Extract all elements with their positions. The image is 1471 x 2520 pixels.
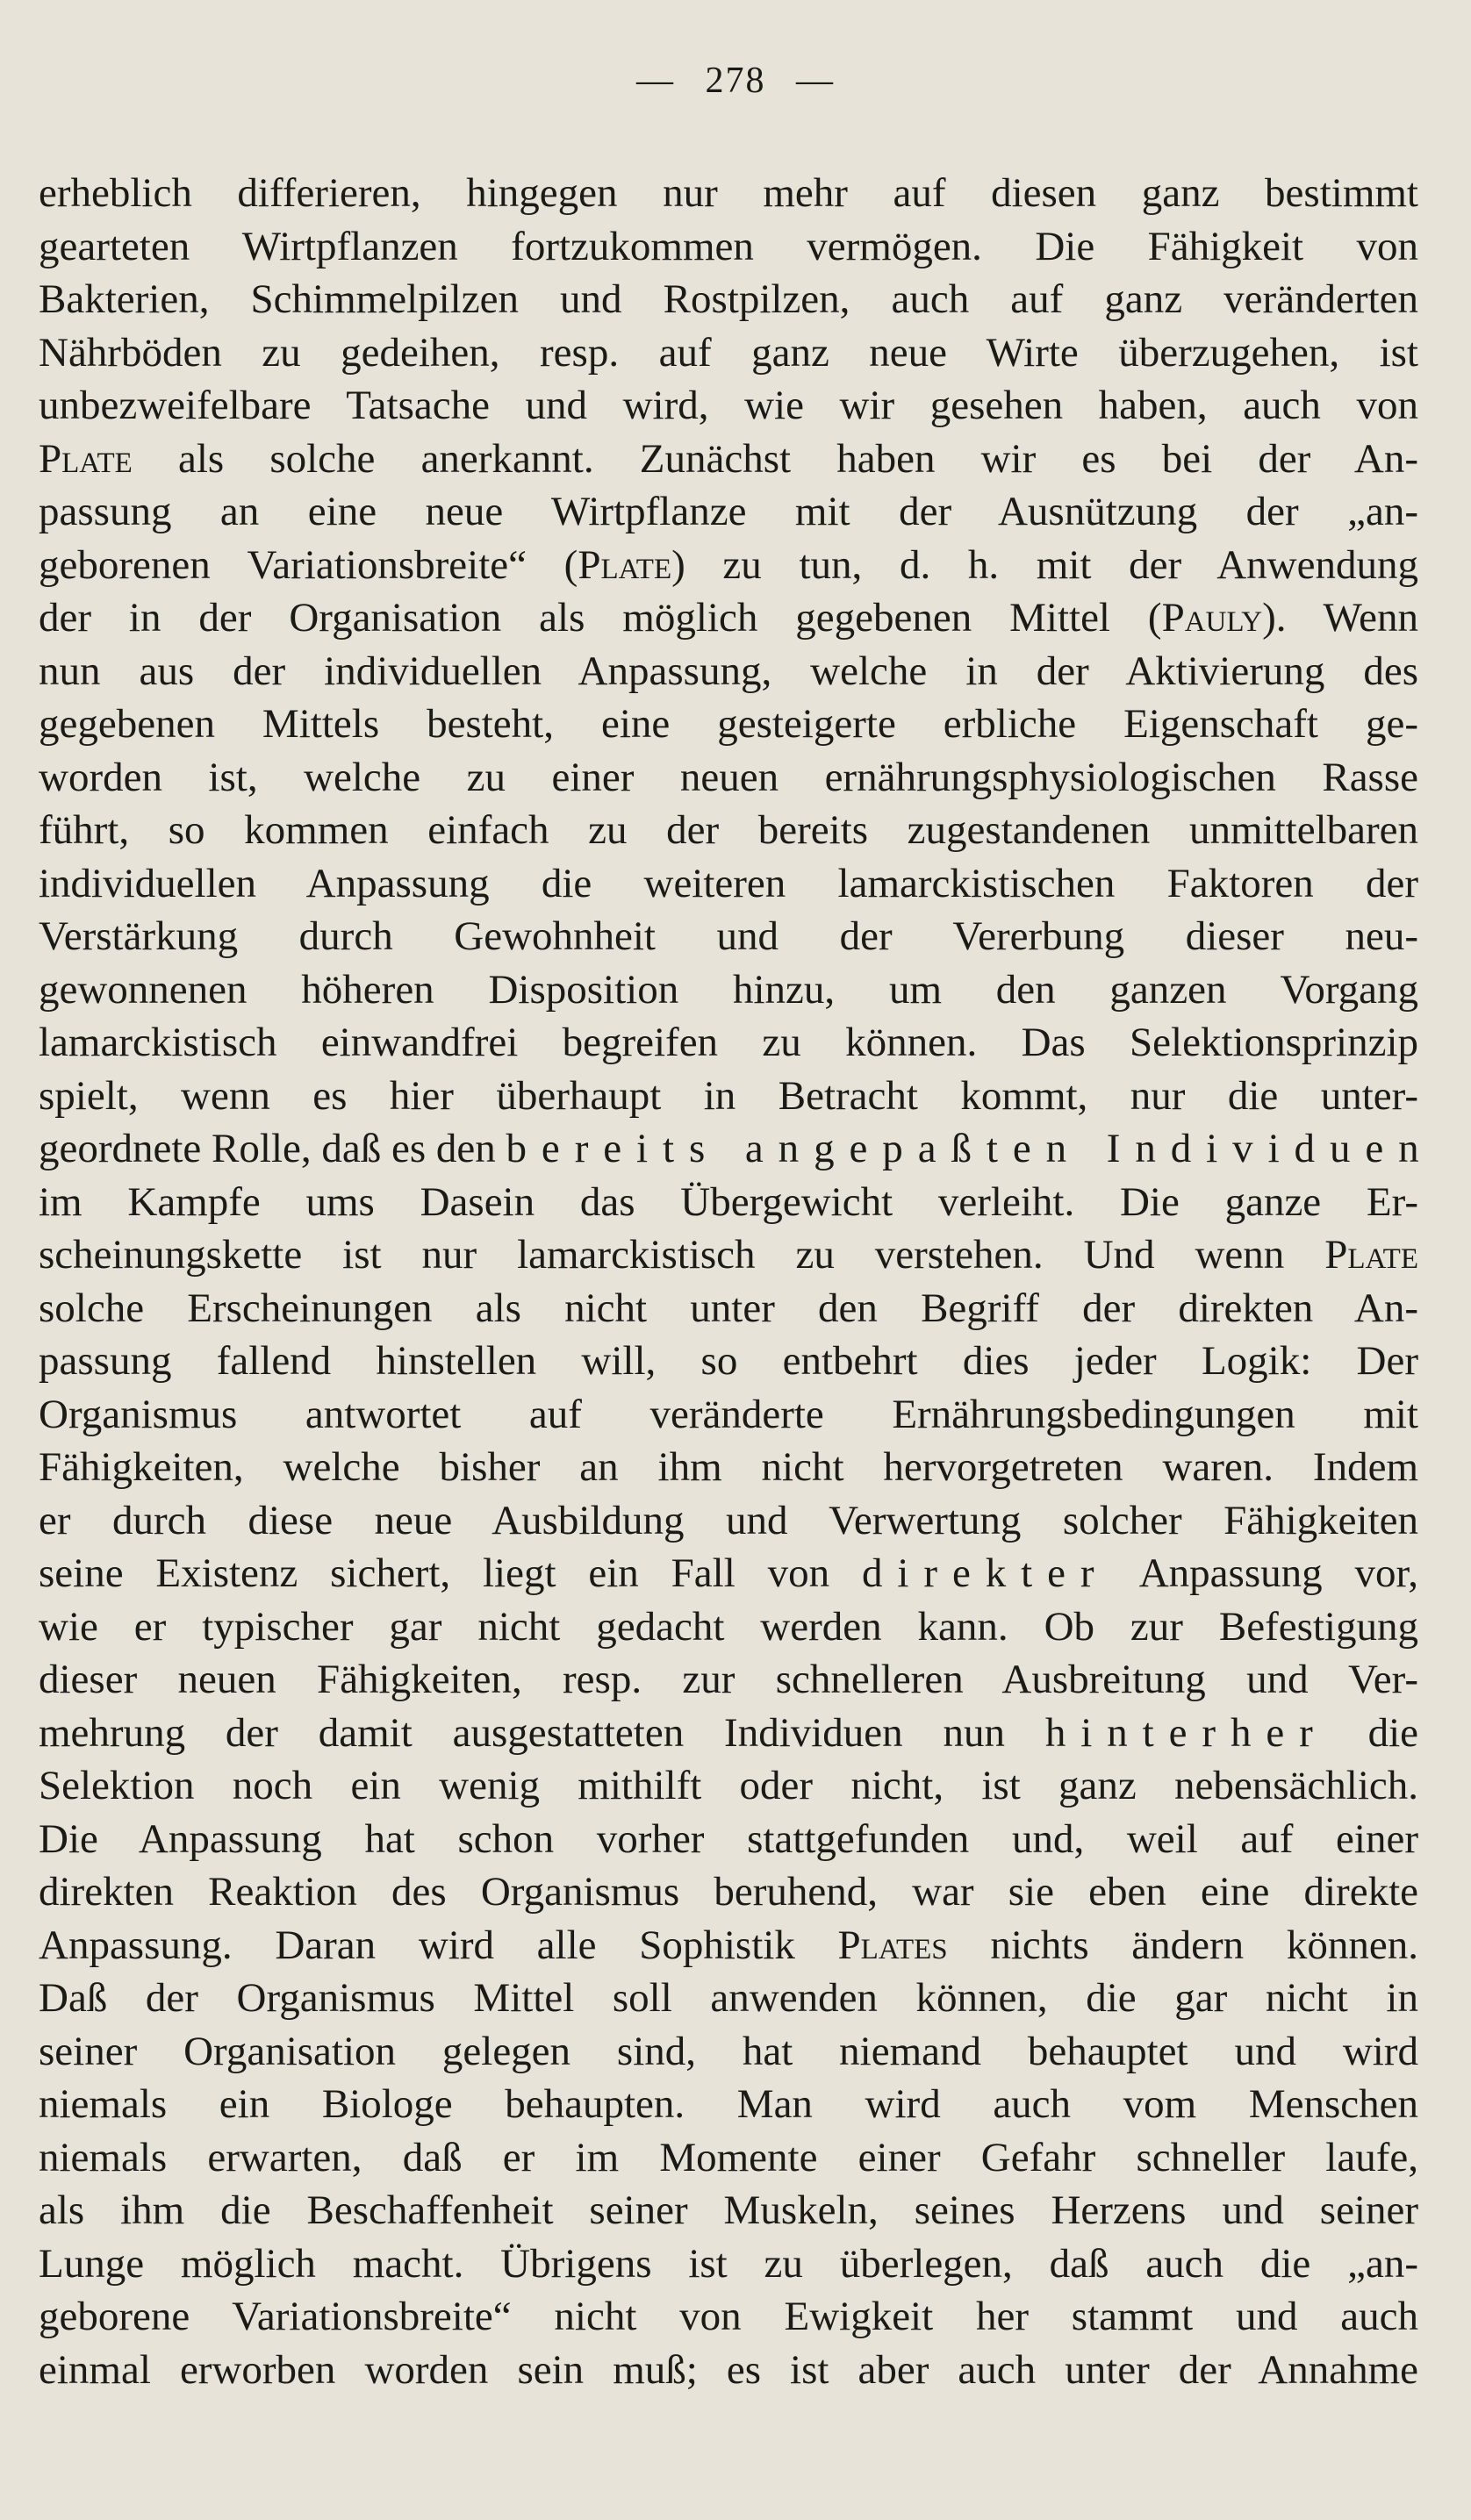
text-line: solche Erscheinungen als nicht unter den Begriff der direkten An-	[39, 1285, 1418, 1331]
text-segment: mehrung der damit ausgestatteten Individuen nun	[39, 1709, 1045, 1756]
text-line: niemals ein Biologe behaupten. Man wird auch vom Menschen	[39, 2081, 1418, 2127]
text-segment: seine Existenz sichert, liegt ein Fall von	[39, 1550, 862, 1596]
text-segment: nichts ändern können.	[947, 1922, 1418, 1968]
page-number-dash-right: —	[796, 61, 835, 101]
emphasis-spaced-text: bereits angepaßten Individuen	[506, 1126, 1434, 1171]
text-line: geborene Variationsbreite“ nicht von Ewigkeit her stammt und auch	[39, 2294, 1418, 2339]
text-line: nun aus der individuellen Anpassung, welche in der Aktivierung des	[39, 648, 1418, 694]
text-line: Verstärkung durch Gewohnheit und der Vererbung dieser neu-	[39, 913, 1418, 959]
text-line: individuellen Anpassung die weiteren lamarckistischen Faktoren der	[39, 860, 1418, 906]
text-segment: Anpassung vor,	[1109, 1550, 1418, 1596]
text-line: Selektion noch ein wenig mithilft oder nicht, ist ganz nebensächlich.	[39, 1763, 1418, 1808]
text-line	[39, 1547, 1418, 1600]
body-text	[39, 167, 1434, 2396]
text-line: wie er typischer gar nicht gedacht werden kann. Ob zur Befestigung	[39, 1603, 1418, 1650]
text-line: gewonnenen höheren Disposition hinzu, um den ganzen Vorgang	[39, 966, 1418, 1013]
text-line	[39, 433, 1418, 486]
text-segment: Anpassung. Daran wird alle Sophistik	[39, 1922, 838, 1968]
text-line	[39, 591, 1418, 645]
text-line: gegebenen Mittels besteht, eine gesteigerte erbliche Eigenschaft ge-	[39, 701, 1418, 747]
emphasis-spaced-text: direkter	[861, 1550, 1109, 1596]
text-line	[39, 1122, 1434, 1176]
text-line: unbezweifelbare Tatsache und wird, wie wir gesehen haben, auch von	[39, 383, 1418, 428]
text-line: führt, so kommen einfach zu der bereits zugestandenen unmittelbaren	[39, 807, 1418, 853]
text-segment: als solche anerkannt. Zunächst haben wir es bei der An-	[132, 435, 1418, 482]
author-name-small-caps: Plate	[1324, 1232, 1418, 1278]
author-name-small-caps: Plates	[837, 1922, 948, 1968]
text-segment: der in der Organisation als möglich gegebenen Mittel (	[39, 595, 1162, 641]
text-line: Bakterien, Schimmelpilzen und Rostpilzen, auch auf ganz veränderten	[39, 276, 1418, 322]
text-line: Fähigkeiten, welche bisher an ihm nicht hervorgetreten waren. Indem	[39, 1444, 1418, 1490]
text-line	[39, 539, 1418, 592]
text-segment: geborenen Variationsbreite“ (	[39, 541, 578, 588]
text-line: Organismus antwortet auf veränderte Ernährungsbedingungen mit	[39, 1391, 1418, 1437]
author-name-small-caps: Plate	[578, 541, 672, 588]
text-line: einmal erworben worden sein muß; es ist aber auch unter der Annahme	[39, 2346, 1418, 2393]
text-line: als ihm die Beschaffenheit seiner Muskeln, seines Herzens und seiner	[39, 2187, 1418, 2233]
author-name-small-caps: Pauly	[1161, 595, 1263, 641]
text-line: worden ist, welche zu einer neuen ernährungsphysiologischen Rasse	[39, 754, 1418, 800]
text-segment: ) zu tun, d. h. mit der Anwendung	[671, 541, 1418, 588]
text-line: Die Anpassung hat schon vorher stattgefunden und, weil auf einer	[39, 1815, 1418, 1862]
text-line: passung fallend hinstellen will, so entbehrt dies jeder Logik: Der	[39, 1338, 1418, 1384]
text-line: Lunge möglich macht. Übrigens ist zu überlegen, daß auch die „an-	[39, 2240, 1418, 2287]
text-line: im Kampfe ums Dasein das Übergewicht verleiht. Die ganze Er-	[39, 1178, 1418, 1225]
text-segment: die	[1327, 1709, 1418, 1756]
text-line: lamarckistisch einwandfrei begreifen zu können. Das Selektionsprinzip	[39, 1020, 1418, 1065]
page-number-header	[0, 60, 1471, 102]
text-line: niemals erwarten, daß er im Momente einer Gefahr schneller laufe,	[39, 2134, 1418, 2180]
text-line	[39, 1228, 1418, 1282]
text-line	[39, 1707, 1418, 1760]
text-line: Nährböden zu gedeihen, resp. auf ganz neue Wirte überzugehen, ist	[39, 329, 1418, 376]
text-line: er durch diese neue Ausbildung und Verwertung solcher Fähigkeiten	[39, 1497, 1418, 1543]
text-segment: geordnete Rolle, daß es den	[39, 1126, 506, 1171]
text-line: seiner Organisation gelegen sind, hat niemand behauptet und wird	[39, 2028, 1418, 2074]
page-number-dash-left: —	[636, 61, 675, 101]
text-line: passung an eine neue Wirtpflanze mit der Ausnützung der „an-	[39, 489, 1418, 534]
text-line: spielt, wenn es hier überhaupt in Betracht kommt, nur die unter-	[39, 1072, 1418, 1119]
emphasis-spaced-text: hinterher	[1044, 1709, 1328, 1756]
text-line: dieser neuen Fähigkeiten, resp. zur schnelleren Ausbreitung und Ver-	[39, 1657, 1418, 1702]
author-name-small-caps: Plate	[39, 435, 133, 482]
page-number: 278	[705, 61, 766, 101]
text-line: erheblich differieren, hingegen nur mehr auf diesen ganz bestimmt	[39, 170, 1418, 216]
text-line: gearteten Wirtpflanzen fortzukommen vermögen. Die Fähigkeit von	[39, 223, 1418, 269]
text-segment: ). Wenn	[1262, 595, 1418, 641]
text-line	[39, 1919, 1418, 1972]
text-segment: scheinungskette ist nur lamarckistisch zu verstehen. Und wenn	[39, 1232, 1325, 1278]
text-line: direkten Reaktion des Organismus beruhend, war sie eben eine direkte	[39, 1869, 1418, 1915]
text-line: Daß der Organismus Mittel soll anwenden können, die gar nicht in	[39, 1975, 1418, 2021]
